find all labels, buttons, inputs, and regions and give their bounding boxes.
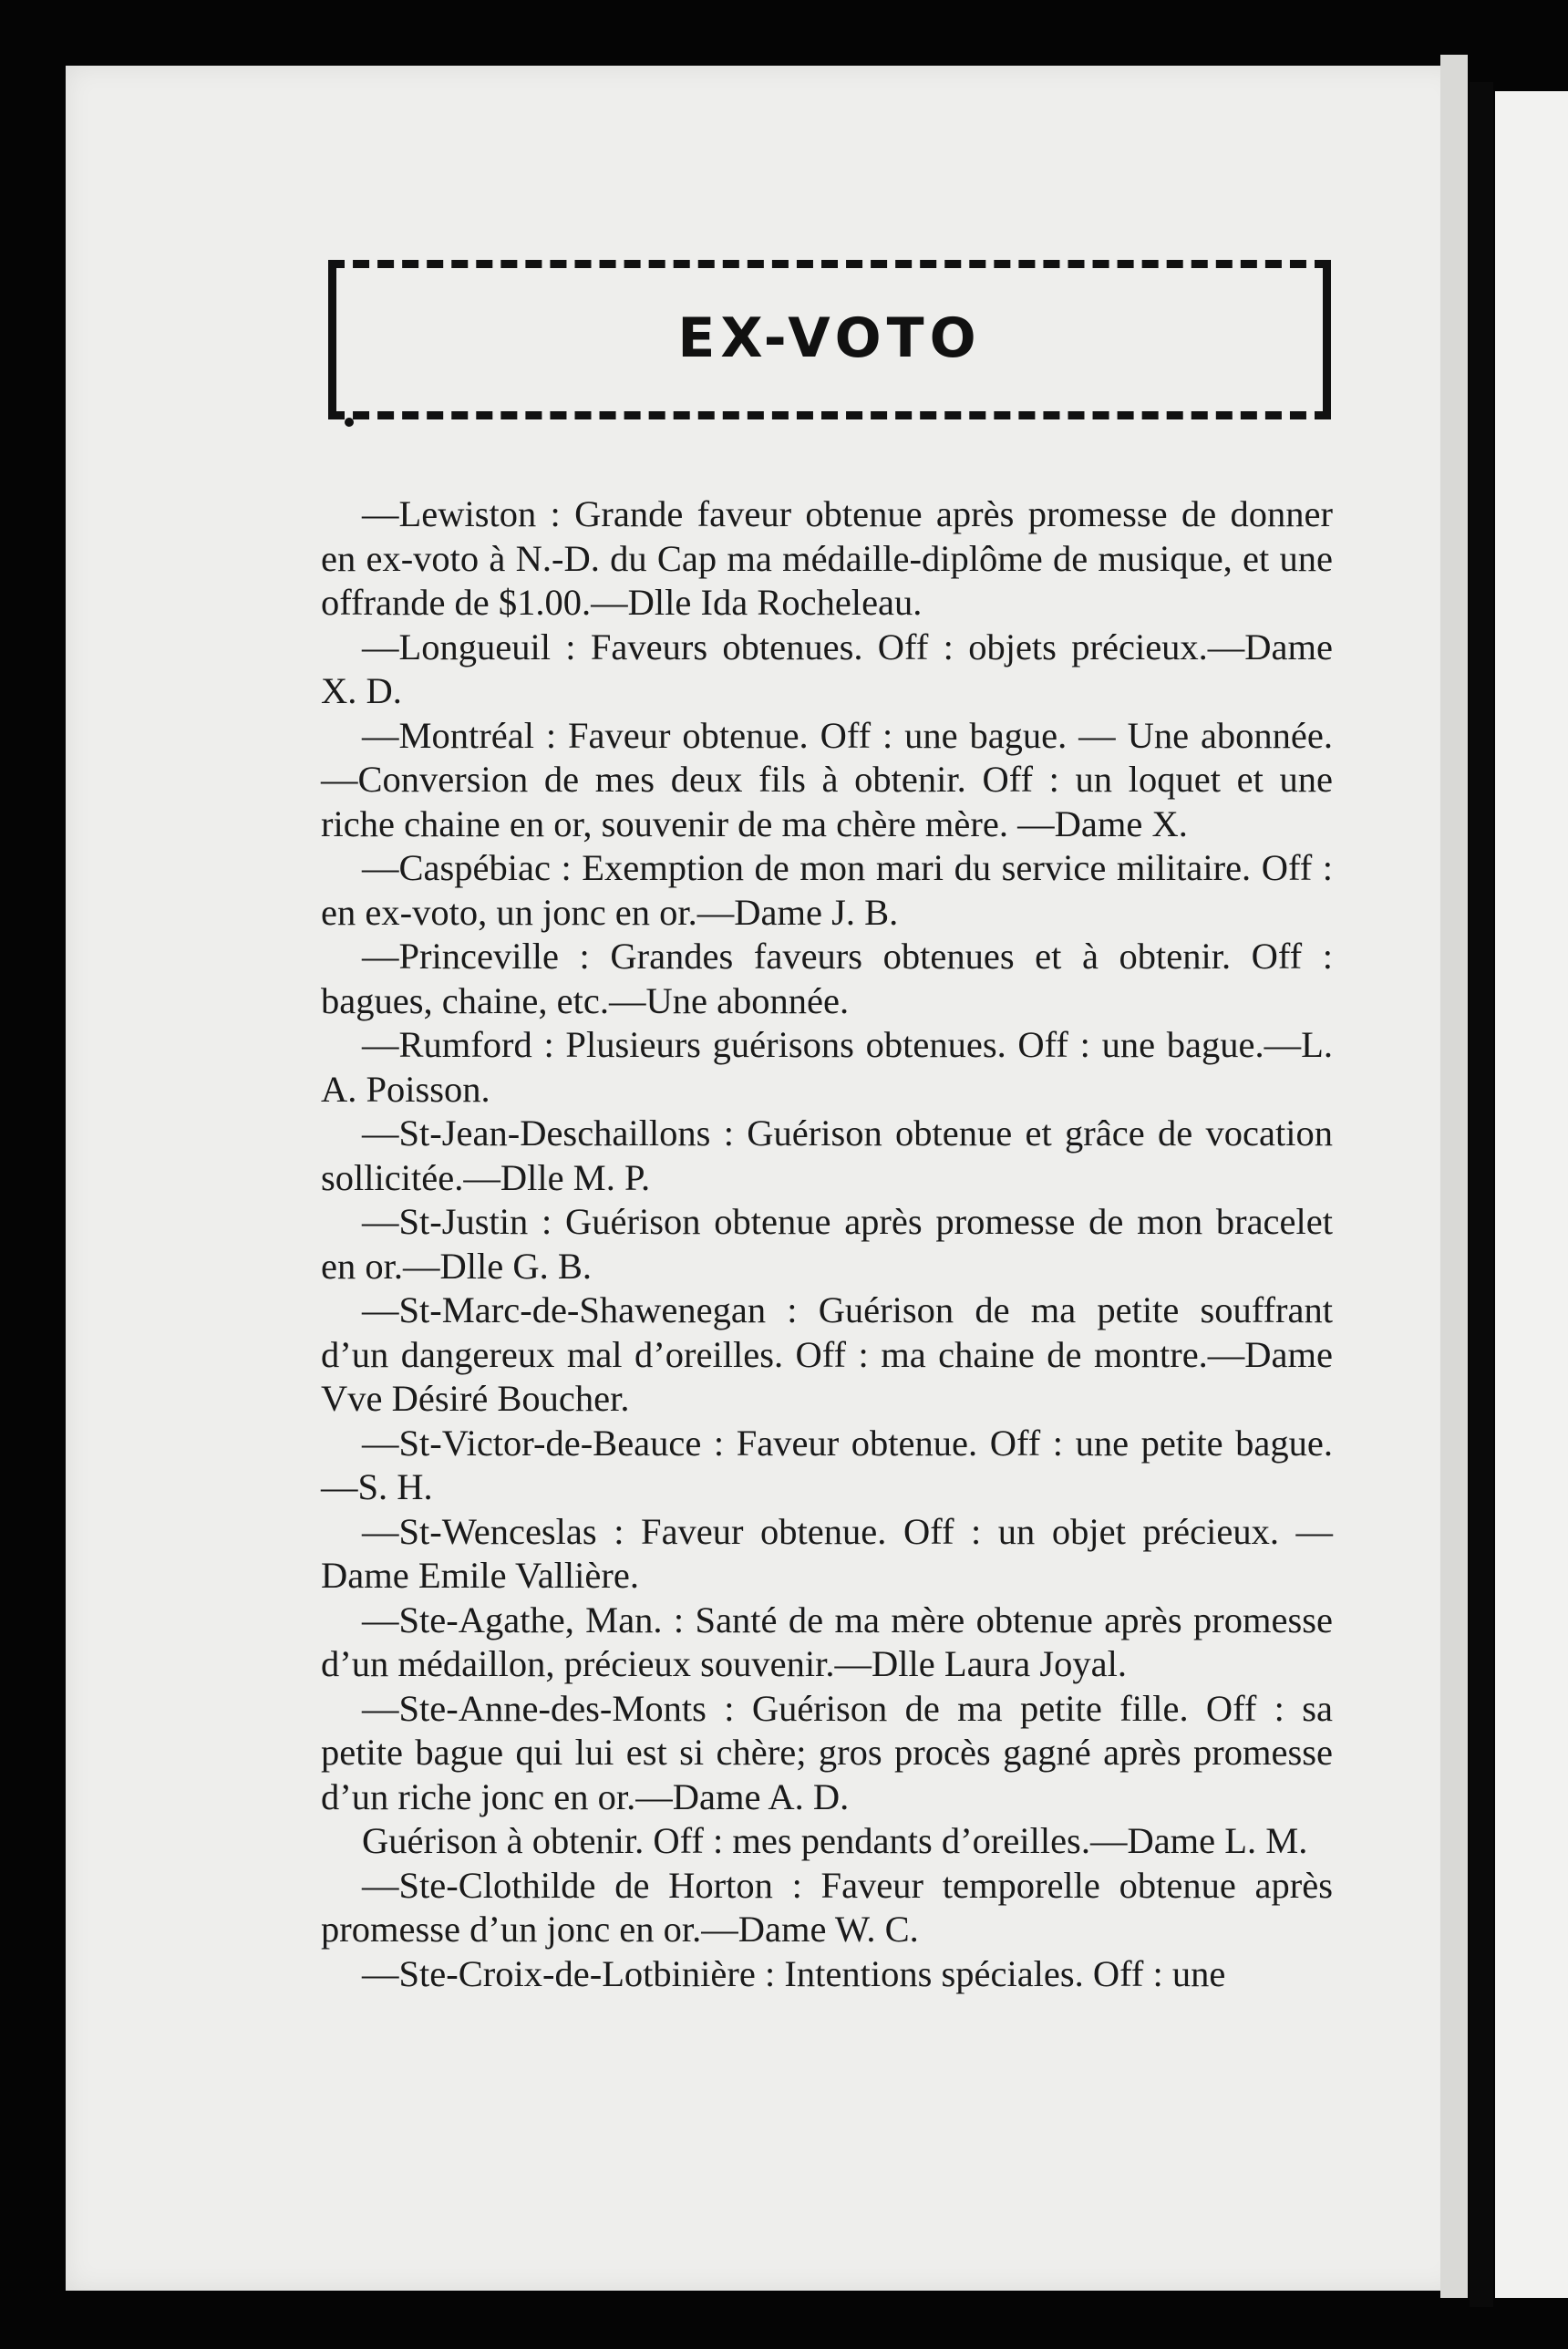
entry: —Caspébiac : Exemption de mon mari du service militaire. Off : en ex-voto, un jonc en or.—Dame J. B.	[321, 847, 1333, 933]
entries-body	[321, 492, 1333, 1996]
page-title: EX-VOTO	[677, 306, 982, 370]
entry: —Rumford : Plusieurs guérisons obtenues. Off : une bague.—L. A. Poisson.	[321, 1024, 1333, 1110]
entry: —St-Marc-de-Shawenegan : Guérison de ma petite souffrant d’un dangereux mal d’oreilles. Off : ma chaine de montre.—Dame Vve Désiré Boucher.	[321, 1289, 1333, 1419]
entry: —St-Justin : Guérison obtenue après promesse de mon bracelet en or.—Dlle G. B.	[321, 1201, 1333, 1287]
entry: Guérison à obtenir. Off : mes pendants d’oreilles.—Dame L. M.	[362, 1820, 1308, 1861]
entry: —Ste-Agathe, Man. : Santé de ma mère obtenue après promesse d’un médaillon, précieux souvenir.—Dlle Laura Joyal.	[321, 1599, 1333, 1684]
facing-page-strip	[1495, 91, 1568, 2298]
entry: —St-Wenceslas : Faveur obtenue. Off : un objet précieux. —Dame Emile Vallière.	[321, 1510, 1333, 1596]
entry: —St-Jean-Deschaillons : Guérison obtenue et grâce de vocation sollicitée.—Dlle M. P.	[321, 1112, 1333, 1198]
entry: —St-Victor-de-Beauce : Faveur obtenue. Off : une petite bague.—S. H.	[321, 1422, 1333, 1507]
page-edge	[1440, 55, 1468, 2298]
entry: —Longueuil : Faveurs obtenues. Off : objets précieux.—Dame X. D.	[321, 626, 1333, 711]
title-box	[328, 260, 1331, 419]
entry: —Lewiston : Grande faveur obtenue après promesse de donner en ex-voto à N.-D. du Cap ma médaille-diplôme de musique, et une offrande de $1.00.—Dlle Ida Rocheleau.	[321, 493, 1333, 623]
entry: —Ste-Croix-de-Lotbinière : Intentions spéciales. Off : une	[362, 1952, 1226, 1994]
entry: —Ste-Clothilde de Horton : Faveur temporelle obtenue après promesse d’un jonc en or.—Dame W. C.	[321, 1864, 1333, 1950]
book-gutter	[1470, 82, 1493, 2307]
ink-dot	[345, 418, 354, 427]
entry: —Princeville : Grandes faveurs obtenues et à obtenir. Off : bagues, chaine, etc.—Une abonnée.	[321, 936, 1333, 1021]
entry: —Ste-Anne-des-Monts : Guérison de ma petite fille. Off : sa petite bague qui lui est si chère; gros procès gagné après promesse d’un riche jonc en or.—Dame A. D.	[321, 1687, 1333, 1817]
entry: —Montréal : Faveur obtenue. Off : une bague. — Une abonnée.—Conversion de mes deux fils à obtenir. Off : un loquet et une riche chaine en or, souvenir de ma chère mère. —Dame X.	[321, 714, 1333, 844]
